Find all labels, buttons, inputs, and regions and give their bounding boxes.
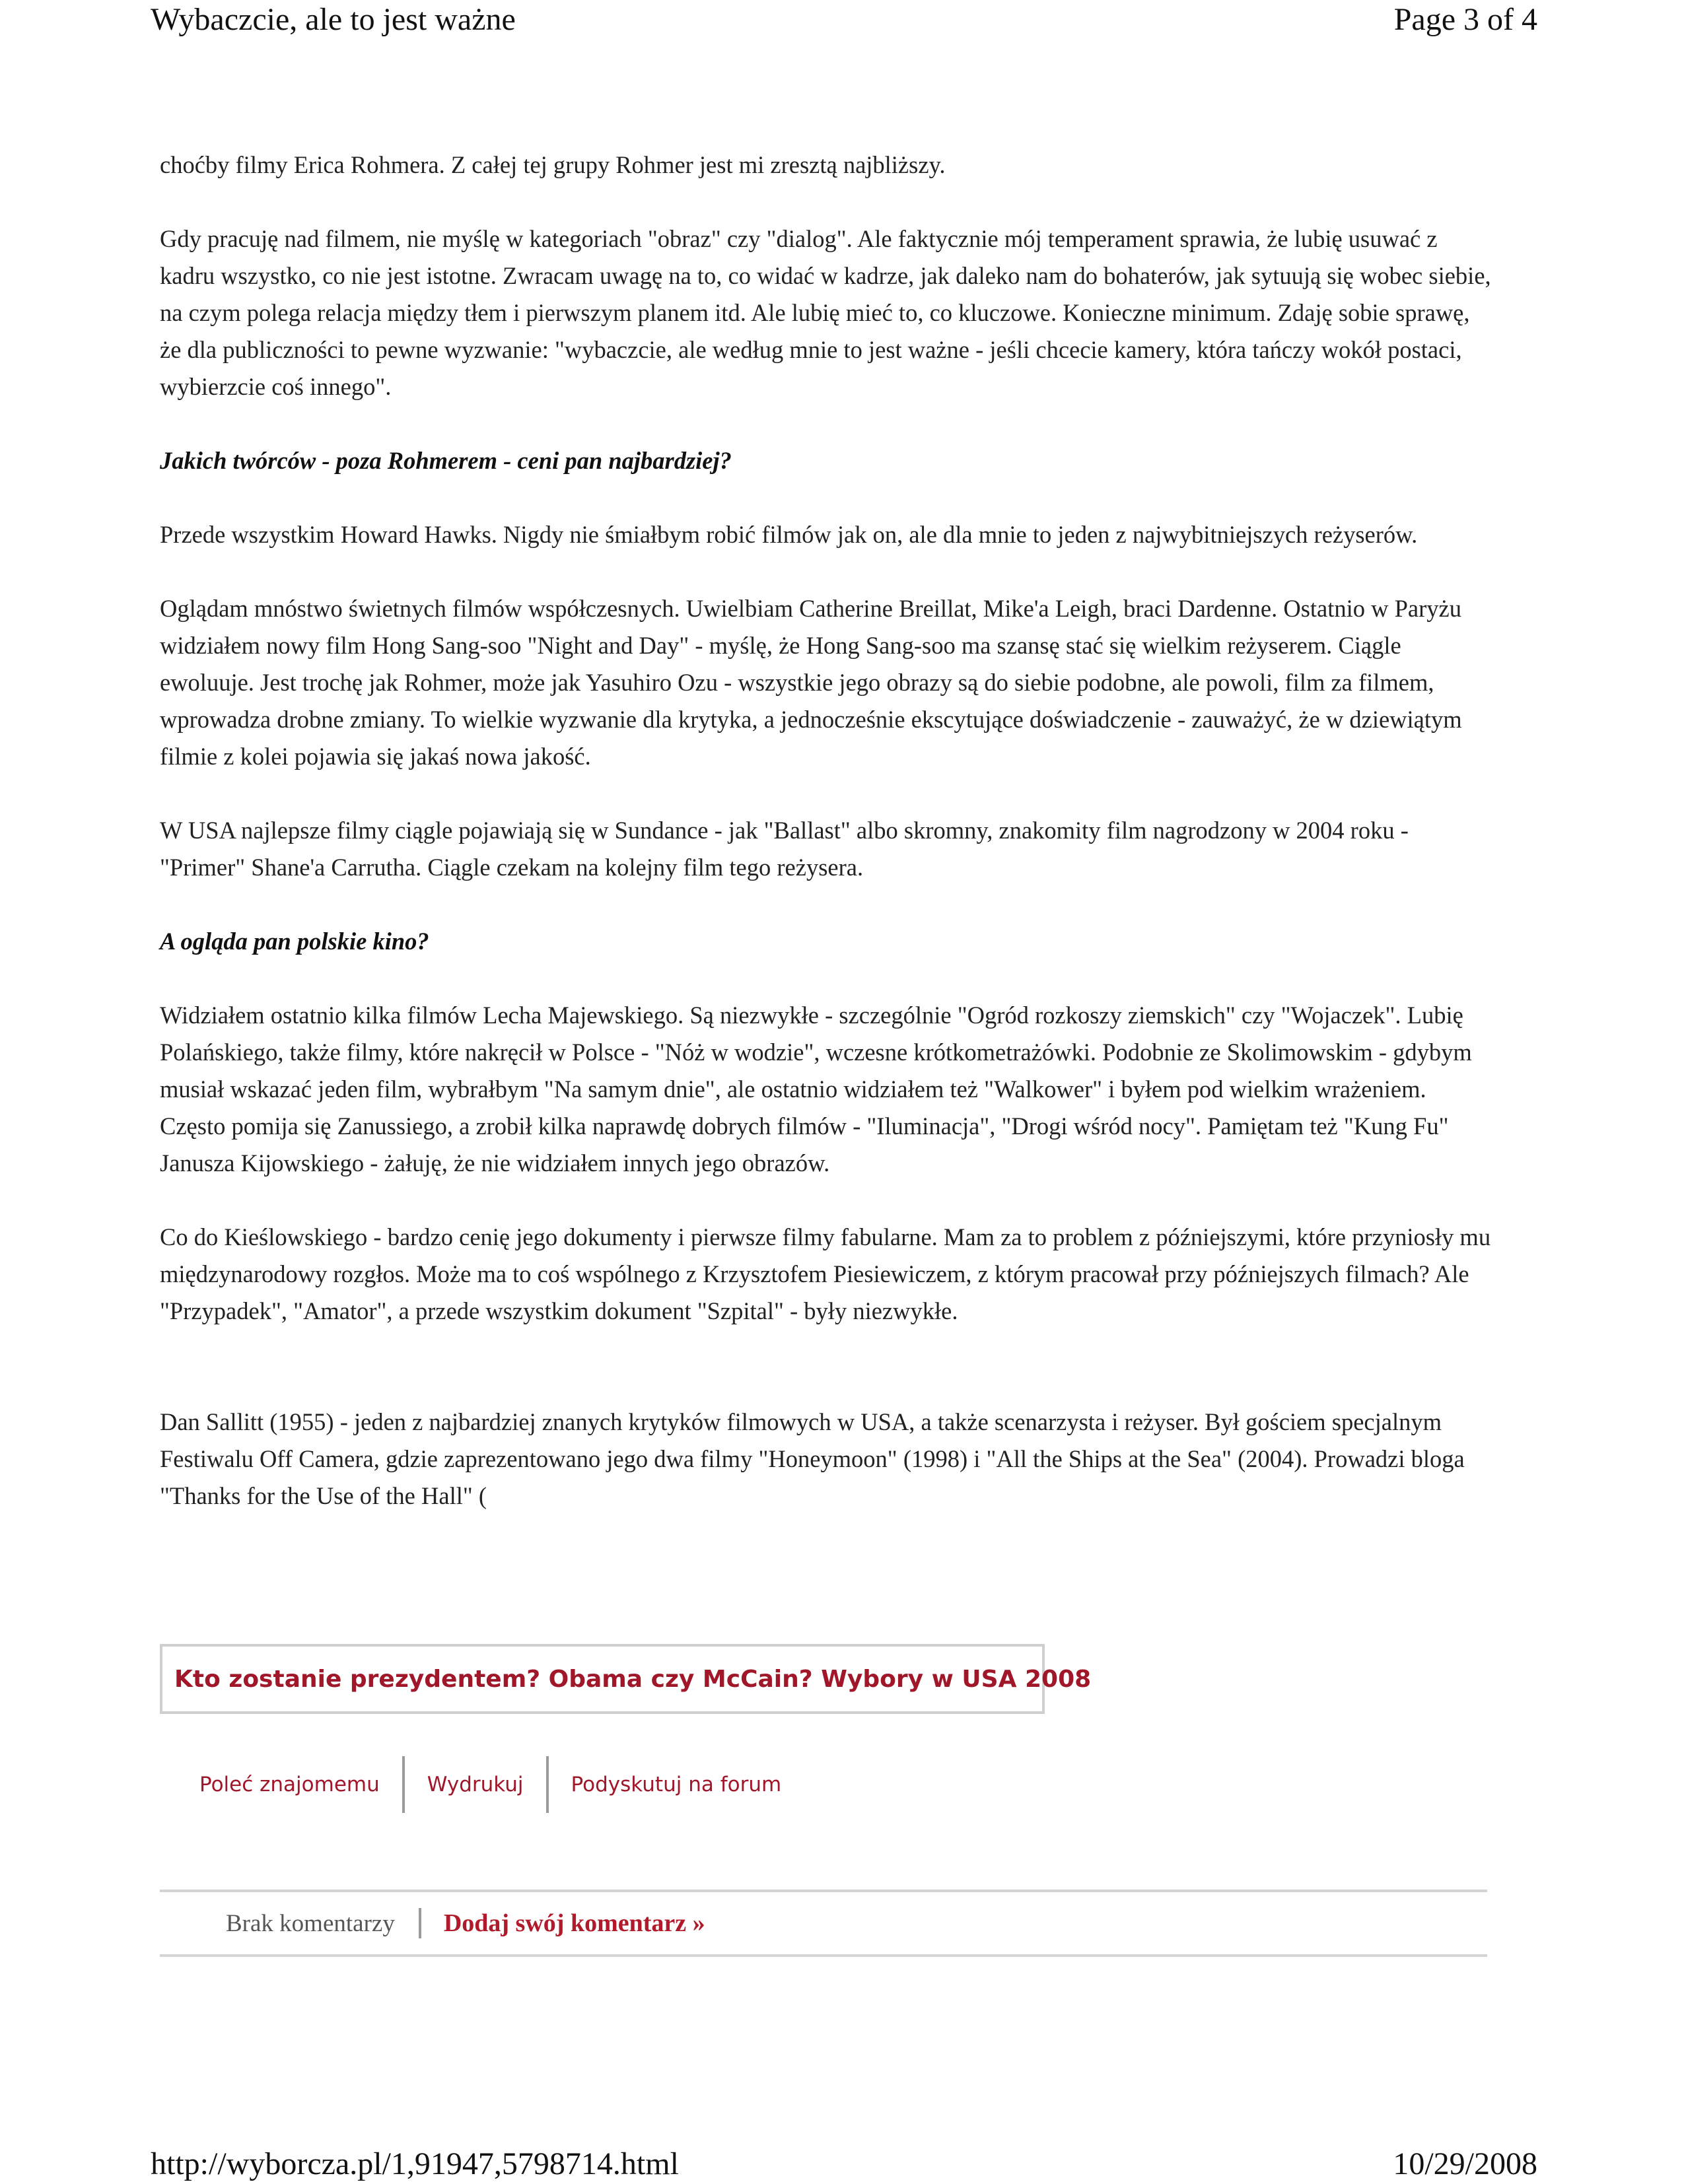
article-paragraph: W USA najlepsze filmy ciągle pojawiają się w Sundance - jak "Ballast" albo skromny, znakomity film nagrodzony w 2004 roku - "Primer" Shane'a Carrutha. Ciągle czekam na kolejny film tego reżysera.: [160, 817, 1409, 881]
comments-divider: [419, 1908, 421, 1938]
article-paragraph: Gdy pracuję nad filmem, nie myślę w kategoriach "obraz" czy "dialog". Ale faktycznie mój temperament sprawia, że lubię usuwać z kadru wszystko, co nie jest istotne. Zwracam uwagę na to, co widać w kadrze, jak daleko nam do bohaterów, jak sytuują się wobec siebie, na czym polega relacja między tłem i pierwszym planem itd. Ale lubię mieć to, co kluczowe. Konieczne minimum. Zdaję sobie sprawę, że dla publiczności to pewne wyzwanie: "wybaczcie, ale według mnie to jest ważne - jeśli chcecie kamery, która tańczy wokół postaci, wybierzcie coś innego".: [160, 225, 1491, 400]
print-date: 10/29/2008: [1393, 2146, 1537, 2181]
comment-count: Brak komentarzy: [226, 1909, 395, 1937]
interview-question: Jakich twórców - poza Rohmerem - ceni pan najbardziej?: [160, 447, 732, 474]
print-link[interactable]: Wydrukuj: [427, 1773, 524, 1796]
comments-bar: [160, 1890, 1487, 1957]
print-header: [151, 0, 1537, 40]
print-footer: [151, 2139, 1537, 2179]
page-number: Page 3 of 4: [1393, 2, 1537, 37]
recommend-link[interactable]: Poleć znajomemu: [199, 1773, 380, 1796]
forum-link[interactable]: Podyskutuj na forum: [571, 1773, 782, 1796]
page-url: http://wyborcza.pl/1,91947,5798714.html: [151, 2146, 679, 2181]
article-body: [160, 147, 1494, 1524]
article-paragraph: Przede wszystkim Howard Hawks. Nigdy nie śmiałbym robić filmów jak on, ale dla mnie to jeden z najwybitniejszych reżyserów.: [160, 521, 1418, 548]
page-title: Wybaczcie, ale to jest ważne: [151, 2, 516, 37]
article-paragraph: Oglądam mnóstwo świetnych filmów współczesnych. Uwielbiam Catherine Breillat, Mike'a Leigh, braci Dardenne. Ostatnio w Paryżu widziałem nowy film Hong Sang-soo "Night and Day" - myślę, że Hong Sang-soo ma szansę stać się wielkim reżyserem. Ciągle ewoluuje. Jest trochę jak Rohmer, może jak Yasuhiro Ozu - wszystkie jego obrazy są do siebie podobne, ale powoli, film za filmem, wprowadza drobne zmiany. To wielkie wyzwanie dla krytyka, a jednocześnie ekscytujące doświadczenie - zauważyć, że w dziewiątym filmie z kolei pojawia się jakaś nowa jakość.: [160, 595, 1462, 770]
interview-question: A ogląda pan polskie kino?: [160, 928, 429, 955]
article-tools: [178, 1756, 804, 1813]
add-comment-link[interactable]: Dodaj swój komentarz »: [443, 1909, 705, 1937]
promo-link[interactable]: Kto zostanie prezydentem? Obama czy McCain? Wybory w USA 2008: [174, 1665, 1092, 1693]
promo-box: [160, 1644, 1092, 1714]
author-bio: Dan Sallitt (1955) - jeden z najbardziej znanych krytyków filmowych w USA, a także scenarzysta i reżyser. Był gościem specjalnym Festiwalu Off Camera, gdzie zaprezentowano jego dwa filmy "Honeymoon" (1998) i "All the Ships at the Sea" (2004). Prowadzi bloga "Thanks for the Use of the Hall" (: [160, 1408, 1465, 1509]
article-paragraph: Widziałem ostatnio kilka filmów Lecha Majewskiego. Są niezwykłe - szczególnie "Ogród rozkoszy ziemskich" czy "Wojaczek". Lubię Polańskiego, także filmy, które nakręcił w Polsce - "Nóż w wodzie", wczesne krótkometrażówki. Podobnie ze Skolimowskim - gdybym musiał wskazać jeden film, wybrałbym "Na samym dnie", ale ostatnio widziałem też "Walkower" i byłem pod wielkim wrażeniem. Często pomija się Zanussiego, a zrobił kilka naprawdę dobrych filmów - "Iluminacja", "Drogi wśród nocy". Pamiętam też "Kung Fu" Janusza Kijowskiego - żałuję, że nie widziałem innych jego obrazów.: [160, 1002, 1472, 1177]
article-paragraph: choćby filmy Erica Rohmera. Z całej tej grupy Rohmer jest mi zresztą najbliższy.: [160, 151, 946, 178]
article-paragraph: Co do Kieślowskiego - bardzo cenię jego dokumenty i pierwsze filmy fabularne. Mam za to problem z późniejszymi, które przyniosły mu międzynarodowy rozgłos. Może ma to coś wspólnego z Krzysztofem Piesiewiczem, z którym pracował przy późniejszych filmach? Ale "Przypadek", "Amator", a przede wszystkim dokument "Szpital" - były niezwykłe.: [160, 1223, 1491, 1324]
